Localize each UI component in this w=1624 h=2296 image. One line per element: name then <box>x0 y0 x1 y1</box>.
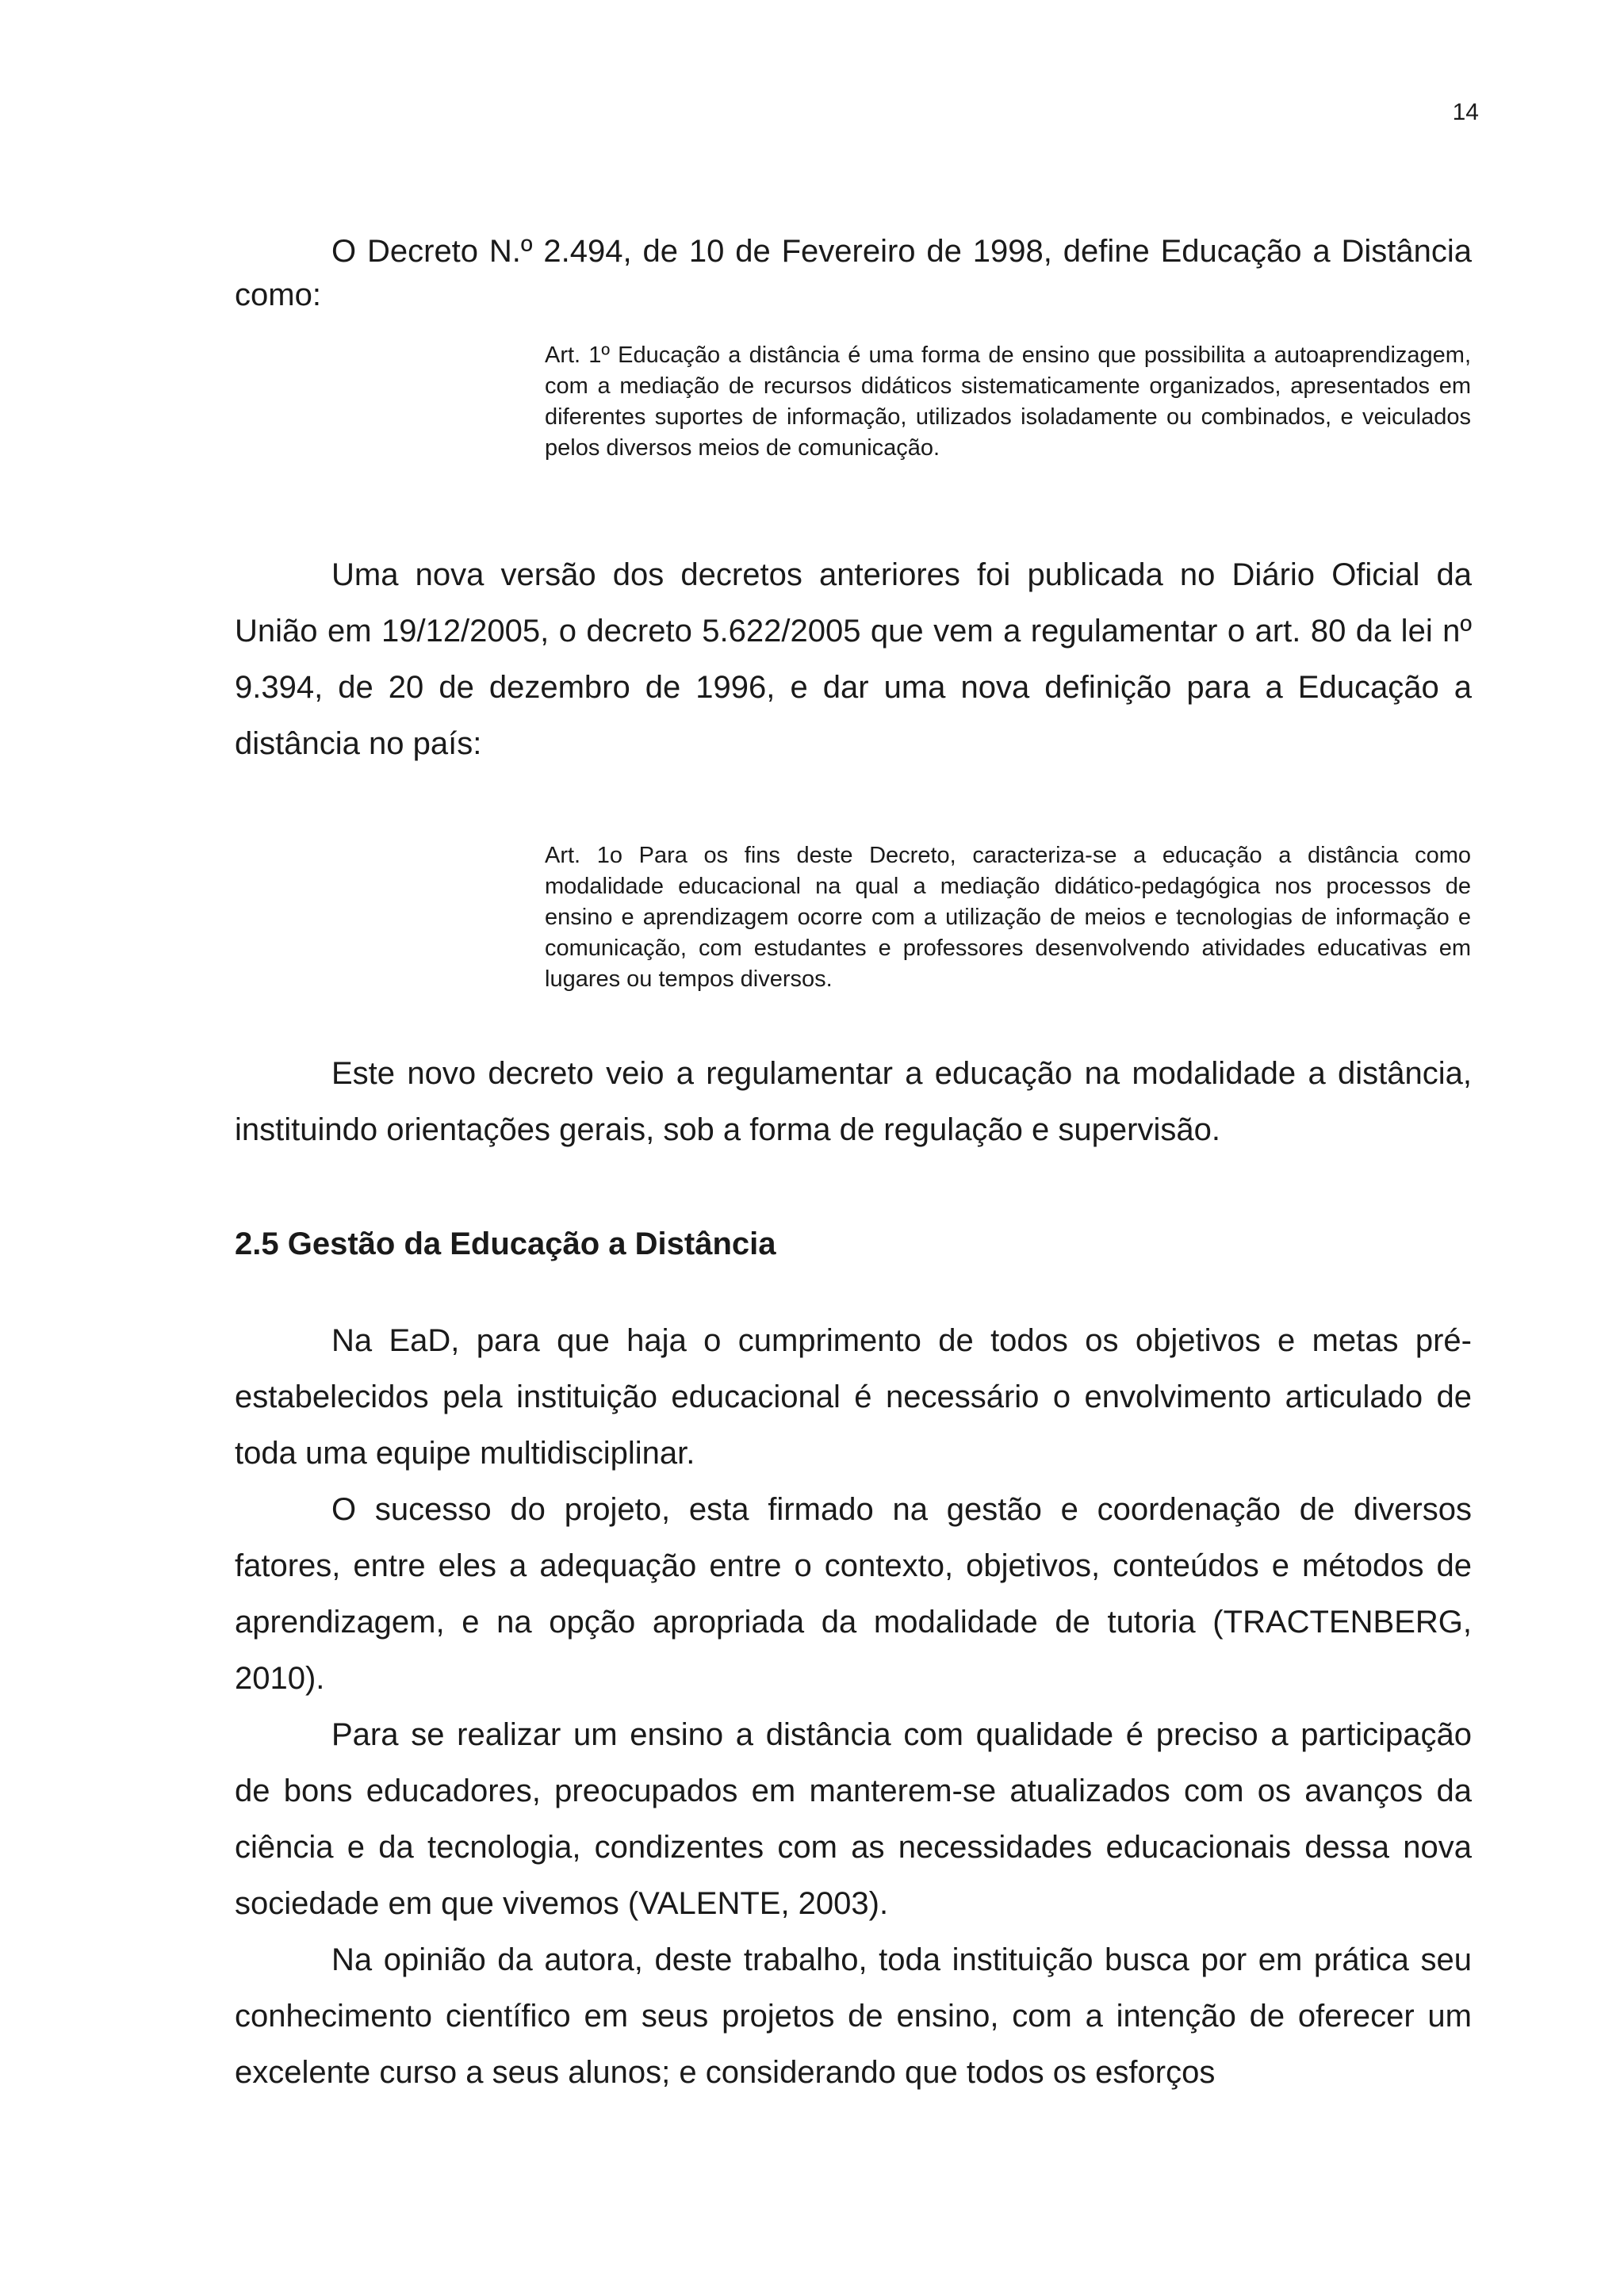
paragraph-bons-educadores: Para se realizar um ensino a distância com qualidade é preciso a participação de bons educadores, preocupados em manterem-se atualizados com os avanços da ciência e da tecnologia, condizentes com as necessidades educacionais dessa nova sociedade em que vivemos (VALENTE, 2003). <box>235 1717 1472 1921</box>
block-quote-art1-decreto-2494: Art. 1º Educação a distância é uma forma de ensino que possibilita a autoaprendizagem, com a mediação de recursos didáticos sistematicamente organizados, apresentados em diferentes suportes de informação, utilizados isoladamente ou combinados, e veiculados pelos diversos meios de comunicação. <box>545 342 1471 461</box>
block-quote-art1-decreto-5622: Art. 1o Para os fins deste Decreto, caracteriza-se a educação a distância como modalidade educacional na qual a mediação didático-pedagógica nos processos de ensino e aprendizagem ocorre com a utilização de meios e tecnologias de informação e comunicação, com estudantes e professores desenvolvendo atividades educativas em lugares ou tempos diversos. <box>545 843 1471 992</box>
paragraph-novo-decreto: Este novo decreto veio a regulamentar a educação na modalidade a distância, instituindo orientações gerais, sob a forma de regulação e supervisão. <box>235 1056 1472 1147</box>
paragraph-sucesso-projeto: O sucesso do projeto, esta firmado na gestão e coordenação de diversos fatores, entre eles a adequação entre o contexto, objetivos, conteúdos e métodos de aprendizagem, e na opção apropriada da modalidade de tutoria (TRACTENBERG, 2010). <box>235 1492 1472 1696</box>
section-heading: 2.5 Gestão da Educação a Distância <box>235 1226 776 1261</box>
paragraph-opiniao-autora: Na opinião da autora, deste trabalho, toda instituição busca por em prática seu conhecimento científico em seus projetos de ensino, com a intenção de oferecer um excelente curso a seus alunos; e considerando que todos os esforços <box>235 1942 1472 2090</box>
paragraph-decreto-5622: Uma nova versão dos decretos anteriores foi publicada no Diário Oficial da União em 19/12/2005, o decreto 5.622/2005 que vem a regulamentar o art. 80 da lei nº 9.394, de 20 de dezembro de 1996, e dar uma nova definição para a Educação a distância no país: <box>235 557 1472 761</box>
paragraph-ead-equipe: Na EaD, para que haja o cumprimento de todos os objetivos e metas pré-estabelecidos pela instituição educacional é necessário o envolvimento articulado de toda uma equipe multidisciplinar. <box>235 1323 1472 1471</box>
page-number: 14 <box>1452 99 1479 125</box>
paragraph-decreto-2494: O Decreto N.º 2.494, de 10 de Fevereiro de 1998, define Educação a Distância como: <box>235 234 1472 312</box>
